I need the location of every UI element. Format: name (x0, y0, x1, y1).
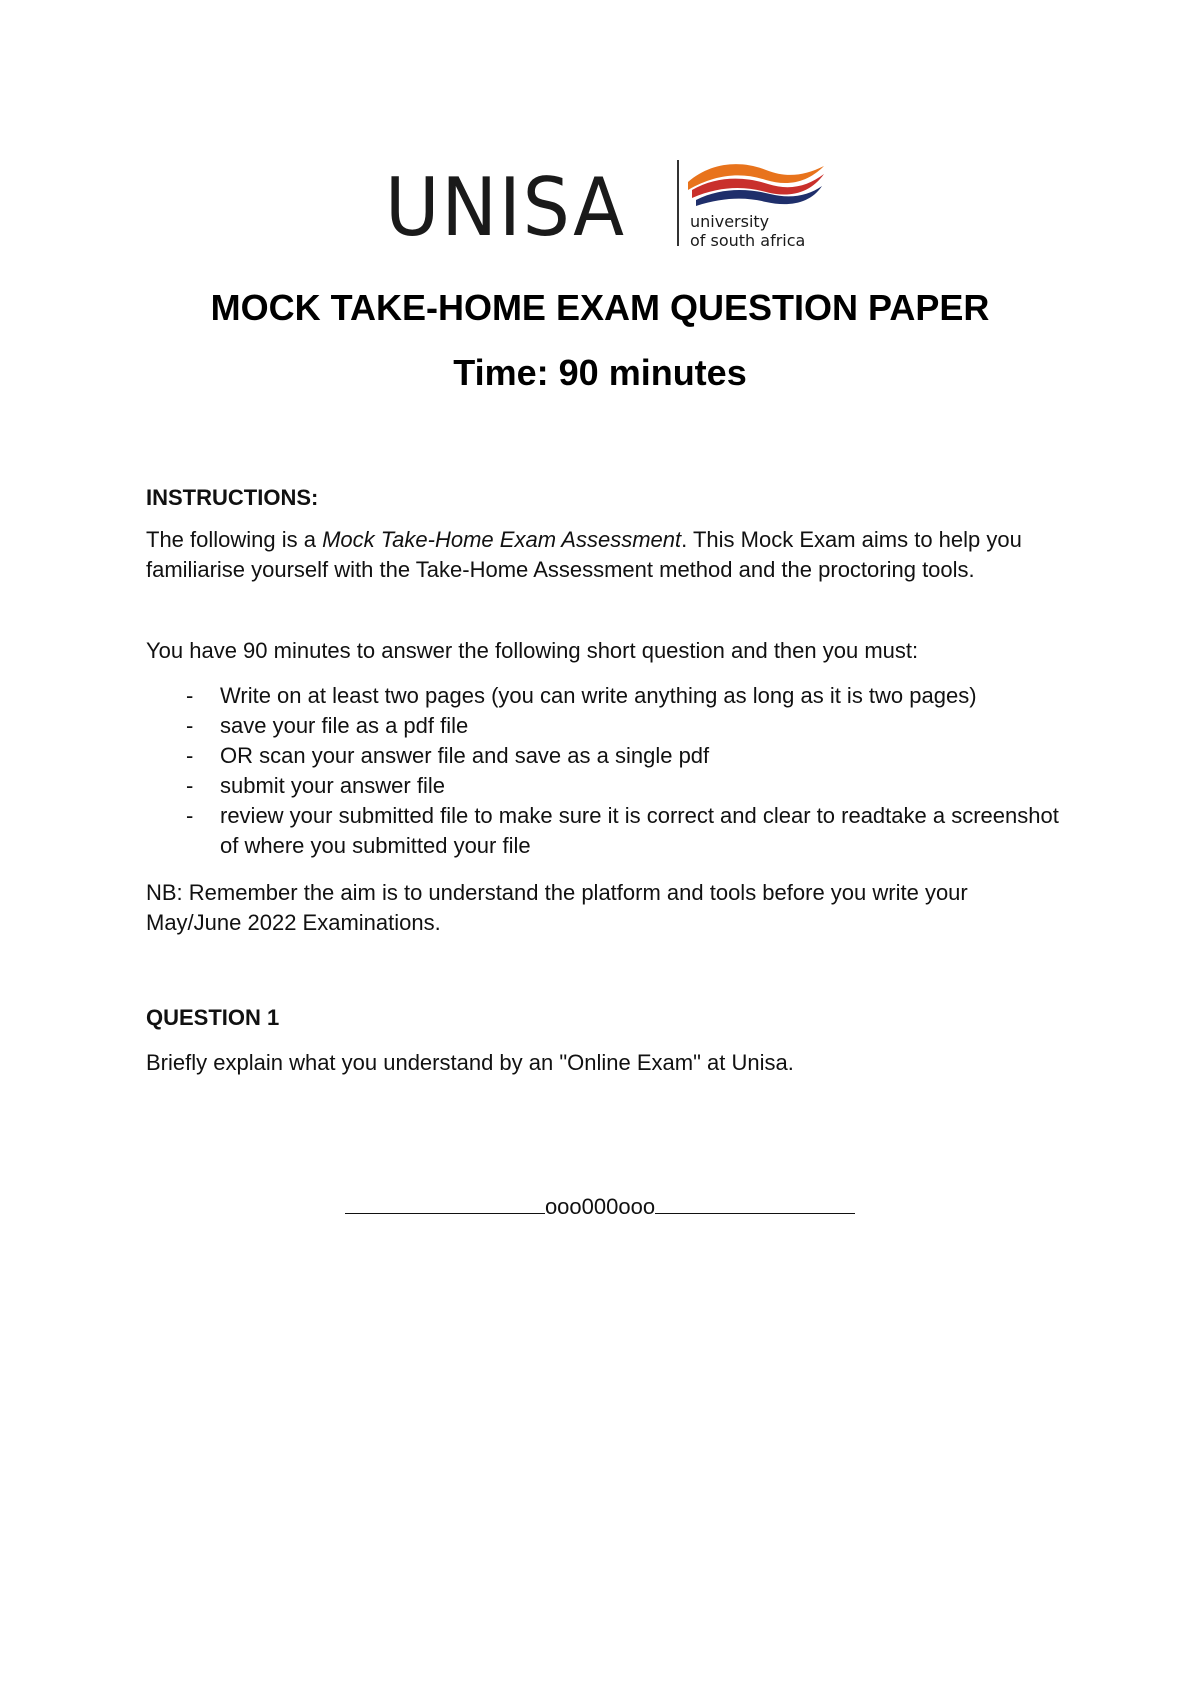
list-bullet: - (186, 773, 194, 798)
list-item-text: OR scan your answer file and save as a single pdf (220, 743, 710, 768)
list-bullet: - (186, 743, 194, 768)
question-heading: QUESTION 1 (146, 1005, 280, 1030)
list-item-text: save your file as a pdf file (220, 713, 469, 738)
intro-text-start: The following is a (146, 527, 323, 552)
list-item-text: review your submitted file to make sure it is correct and clear to readtake a screenshot of where you submitted your file (220, 803, 1059, 858)
intro-text-end: . This Mock Exam aims to help you familiarise yourself with the Take-Home Assessment method and the proctoring tools. (146, 527, 1022, 582)
instructions-heading: INSTRUCTIONS: (146, 485, 319, 510)
list-item-text: Write on at least two pages (you can write anything as long as it is two pages) (220, 683, 977, 708)
list-bullet: - (186, 803, 194, 828)
list-item (146, 741, 1066, 771)
flag-icon (686, 160, 826, 210)
end-of-paper-marker (0, 1191, 1200, 1222)
list-bullet: - (186, 713, 194, 738)
nb-note: NB: Remember the aim is to understand the platform and tools before you write your May/June 2022 Examinations. (146, 880, 968, 935)
logo-tagline-line1: university (690, 212, 770, 231)
list-bullet: - (186, 683, 194, 708)
instruction-list (146, 681, 1066, 861)
time-note: You have 90 minutes to answer the following short question and then you must: (146, 638, 919, 663)
list-item (146, 711, 1066, 741)
list-item-text: submit your answer file (220, 773, 445, 798)
logo-tagline-line2: of south africa (690, 231, 806, 250)
list-item (146, 771, 1066, 801)
instructions-intro (146, 525, 1066, 585)
end-rule-left (345, 1191, 545, 1214)
exam-duration: Time: 90 minutes (453, 352, 747, 393)
logo-divider (677, 160, 679, 246)
end-marker-text: ooo000ooo (544, 1194, 656, 1219)
end-rule-right (655, 1191, 855, 1214)
page-title: MOCK TAKE-HOME EXAM QUESTION PAPER (210, 287, 990, 328)
list-item (146, 801, 1066, 861)
question-text: Briefly explain what you understand by an "Online Exam" at Unisa. (146, 1050, 794, 1075)
unisa-logo (385, 160, 825, 260)
intro-text-italic: Mock Take-Home Exam Assessment (322, 527, 682, 552)
logo-wordmark: UNISA (385, 161, 626, 254)
list-item (146, 681, 1066, 711)
